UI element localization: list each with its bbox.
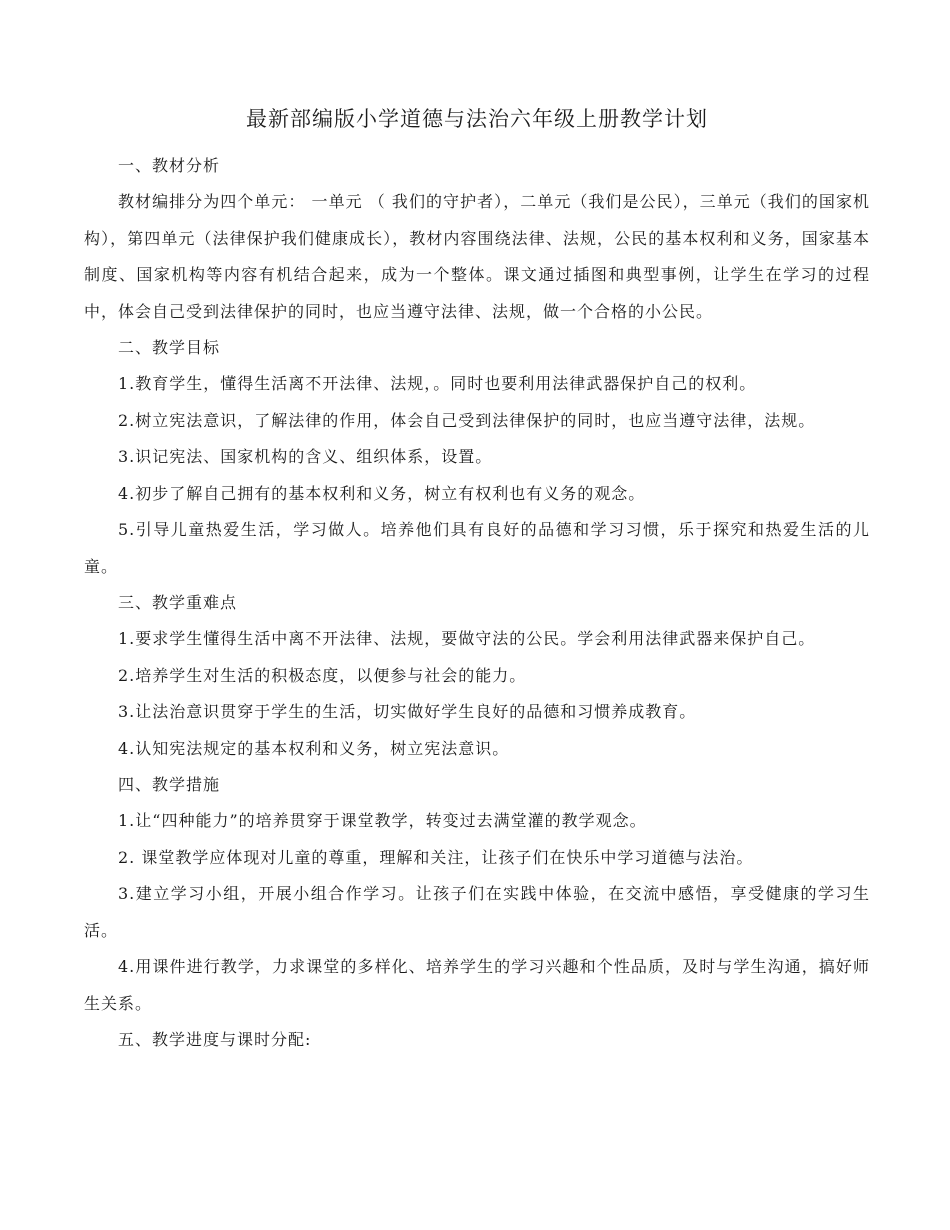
- section-schedule: [84, 1022, 870, 1058]
- list-item: 1.让“四种能力”的培养贯穿于课堂教学，转变过去满堂灌的教学观念。: [118, 811, 647, 830]
- list-item: 3.让法治意识贯穿于学生的生活，切实做好学生良好的品德和习惯养成教育。: [118, 702, 697, 721]
- paragraph: 教材编排分为四个单元： 一单元 （ 我们的守护者），二单元（我们是公民），三单元（我们的国家机构），第四单元（法律保护我们健康成长），教材内容围绕法律、法规，公民的基本权利和义务，国家基本制度、国家机构等内容有机结合起来，成为一个整体。课文通过插图和典型事例，让学生在学习的过程中，体会自己受到法律保护的同时，也应当遵守法律、法规，做一个合格的小公民。: [84, 192, 870, 321]
- list-item: 4.认知宪法规定的基本权利和义务，树立宪法意识。: [118, 738, 510, 758]
- list-item: 2.培养学生对生活的积极态度，以便参与社会的能力。: [118, 665, 527, 685]
- list-item: 4.用课件进行教学，力求课堂的多样化、培养学生的学习兴趣和个性品质，及时与学生沟通，搞好师生关系。: [84, 957, 870, 1013]
- section-heading: 一、教材分析: [118, 156, 221, 175]
- list-item: 5.引导儿童热爱生活，学习做人。培养他们具有良好的品德和学习习惯，乐于探究和热爱生活的儿童。: [84, 520, 870, 576]
- list-item: 3.识记宪法、国家机构的含义、组织体系，设置。: [118, 447, 493, 466]
- section-teaching-measures: [84, 767, 870, 1022]
- section-heading: 三、教学重难点: [118, 593, 238, 612]
- section-textbook-analysis: [84, 148, 870, 330]
- document-title: 最新部编版小学道德与法治六年级上册教学计划: [246, 107, 708, 131]
- list-item: 1.教育学生，懂得生活离不开法律、法规，。同时也要利用法律武器保护自己的权利。: [118, 374, 757, 393]
- list-item: 4.初步了解自己拥有的基本权利和义务，树立有权利也有义务的观念。: [118, 483, 646, 503]
- section-teaching-goals: [84, 330, 870, 585]
- list-item: 2. 课堂教学应体现对儿童的尊重，理解和关注，让孩子们在快乐中学习道德与法治。: [118, 847, 754, 867]
- list-item: 3.建立学习小组，开展小组合作学习。让孩子们在实践中体验，在交流中感悟，享受健康的学习生活。: [84, 884, 870, 940]
- section-heading: 五、教学进度与课时分配:: [118, 1030, 312, 1049]
- list-item: 1.要求学生懂得生活中离不开法律、法规，要做守法的公民。学会利用法律武器来保护自己。: [118, 629, 816, 648]
- list-item: 2.树立宪法意识，了解法律的作用，体会自己受到法律保护的同时，也应当遵守法律，法规。: [118, 410, 816, 430]
- section-heading: 二、教学目标: [118, 338, 221, 357]
- section-key-difficulties: [84, 585, 870, 767]
- section-heading: 四、教学措施: [118, 775, 221, 794]
